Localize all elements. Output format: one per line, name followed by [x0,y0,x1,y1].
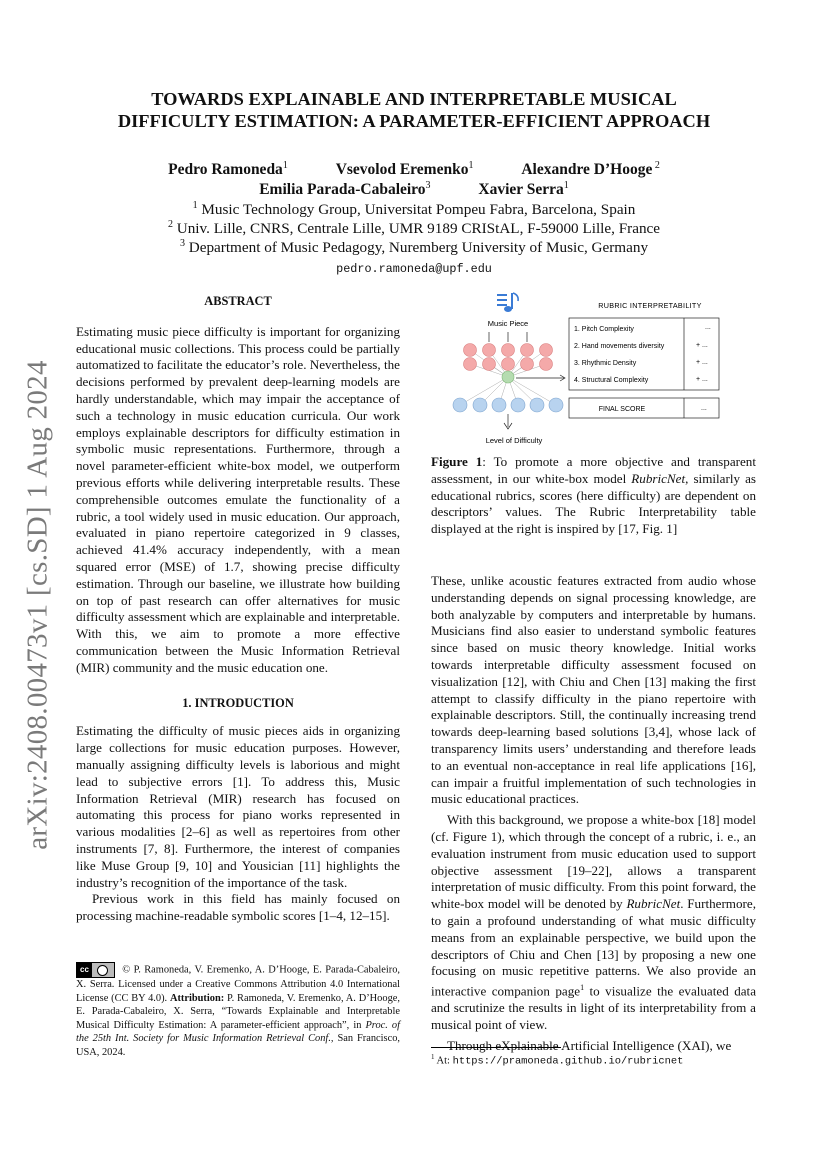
figure-1 [452,292,734,452]
affiliation: $^2$ Univ. Lille, CNRS, Centrale Lille, UMR 9189 CRIStAL, F-59000 Lille, France [167,219,661,238]
affiliation: $^1$ Music Technology Group, Universitat Pompeu Fabra, Barcelona, Spain [192,200,636,219]
rubric-row-label: 2. Hand movements diversity [574,343,665,350]
title-line-2: DIFFICULTY ESTIMATION: A PARAMETER-EFFICIENT APPROACH [117,111,711,131]
final-score-value: ... [701,405,707,412]
body-paragraph: With this background, we propose a white-box [18] model (cf. Figure 1), which through the concept of a rubric, i. e., an evaluation instrument from music education used to support objective assessment [19–22], allows a transparent interpretation of music difficulty. From this point forward, the white-box model will be denoted by RubricNet. Furthermore, to gain a profound understanding of what music difficulty means from an explainable perspective, we build upon the descriptors of Chiu and Chen [13] by proposing a new one focusing on music repetitive patterns. We also provide an interactive companion page$^1$ to visualize the evaluated data and scrutinize the results in light of its interpretability from a musical point of view. [431,812,757,1033]
rubric-row-label: 1. Pitch Complexity [574,326,634,333]
author: Xavier Serra$^1$ [478,180,569,199]
rubric-row-label: 3. Rhythmic Density [574,360,637,367]
license-notice: cc © P. Ramoneda, V. Eremenko, A. D’Hooge, E. Parada-Cabaleiro, X. Serra. Licensed under a Creative Commons Attribution 4.0 International License (CC BY 4.0). Attribution: P. Ramoneda, V. Eremenko, A. D’Hooge, E. Parada-Cabaleiro, X. Serra, “Towards Explainable and Interpretable Musical Difficulty Estimation: A parameter-efficient approach”, in Proc. of the 25th Int. Society for Music Information Retrieval Conf., San Francisco, USA, 2024. [76,962,400,1059]
rubric-title: RUBRIC INTERPRETABILITY [598,301,702,310]
footnote: $^1$ At: https://pramoneda.github.io/rubricnet [431,1053,684,1068]
rubric-row-value: ... [705,324,711,331]
authors-row-2 [60,180,768,199]
rubric-row-label: 4. Structural Complexity [574,377,649,384]
author: Vsevolod Eremenko$^1$ [335,160,474,179]
arxiv-watermark: arXiv:2408.00473v1 [cs.SD] 1 Aug 2024 [21,360,54,850]
title-line-1: TOWARDS EXPLAINABLE AND INTERPRETABLE MUSICAL [151,89,677,109]
rubric-row-value: + ... [696,376,708,383]
body-paragraph: These, unlike acoustic features extracted from audio whose understanding depends on signal processing knowledge, are both analyzable by computers and interpretable by humans. Musicians find also easier to understand symbolic features since based on music theory knowledge. Initial works towards interpretable difficulty assessment focused on visualization [12], with Chiu and Chen [13] making the first attempt to classify difficulty in the piano repertoire with explainable descriptors. Still, the continually increasing trend towards deep-learning based solutions [3,4], whose lack of transparency limits users’ understanding and therefore leads to an eventual non-acceptance in real life applications [16], can impair a fruitful implementation of such technologies in music educational practices. [431,573,756,807]
paper-title [60,88,768,132]
music-piece-label: Music Piece [487,319,529,328]
rubric-row-value: + ... [696,359,708,366]
footnote-link[interactable]: https://pramoneda.github.io/rubricnet [452,1055,684,1068]
output-nodes [453,398,563,412]
abstract-text: Estimating music piece difficulty is important for organizing educational music collections. This process could be partially automatized to facilitate the educator’s role. Nevertheless, the decisions performed by prevalent deep-learning models are hardly understandable, which may impair the acceptance of such a technology in music education curricula. Our work employs explainable descriptors for difficulty estimation in symbolic music representations. Furthermore, through a novel parameter-efficient white-box model, we outperform previous efforts while delivering interpretable results. These comprehensible outcomes emulate the functionality of a rubric, a tool widely used in music education. Our approach, evaluated in piano repertoire categorized in 9 classes, achieved 41.4% accuracy independently, with a mean squared error (MSE) of 1.7, showing precise difficulty estimation. Through our baseline, we illustrate how building on top of past research can offer alternatives for music difficulty assessment which are explainable and interpretable. With this, we aim to promote a more effective communication between the Music Information Retrieval (MIR) community and the music education one. [76,323,400,675]
intro-paragraph: Previous work in this field has mainly focused on processing machine-readable symbolic scores [1–4, 12–15]. [76,891,400,924]
cc-by-badge: cc [76,962,115,978]
author: Emilia Parada-Cabaleiro$^3$ [259,180,431,199]
level-of-difficulty-label: Level of Difficulty [485,436,543,445]
contact-email[interactable]: pedro.ramoneda@upf.edu [336,262,492,276]
authors-row-1 [60,160,768,179]
right-column [431,573,756,1055]
body-paragraph: Through eXplainable Artificial Intelligence (XAI), we [447,1037,732,1053]
affiliation: $^3$ Department of Music Pedagogy, Nuremberg University of Music, Germany [179,238,649,257]
footnote-divider [431,1047,561,1048]
hidden-node [502,371,514,383]
music-note-icon [497,293,518,312]
abstract-heading: ABSTRACT [204,294,272,308]
final-score-label: FINAL SCORE [598,406,646,413]
rubric-row-value: + ... [696,342,708,349]
figure-caption: Figure 1: To promote a more objective and transparent assessment, in our white-box model RubricNet, similarly as educational rubrics, scores (here difficulty) are dependent on descriptors’ values. The Rubric Interpretability table displayed at the right is inspired by [17, Fig. 1] [431,454,756,537]
author: Pedro Ramoneda$^1$ [168,160,288,179]
intro-paragraph: Estimating the difficulty of music pieces aids in organizing large collections for music education purposes. However, manually assigning difficulty levels is laborious and might lead to subjective errors [1]. To address this, Music Information Retrieval (MIR) research has focused on automating this process for piano works represented in various modalities [2–6] as well as repertoires from other instruments [7, 8]. Furthermore, the interest of companies like Muse Group [9, 10] and Yousician [11] highlights the industry’s recognition of the importance of the task. [76,723,400,890]
author: Alexandre D’Hooge $^2$ [521,160,660,179]
intro-heading: 1. INTRODUCTION [182,695,294,710]
left-column [76,293,400,925]
